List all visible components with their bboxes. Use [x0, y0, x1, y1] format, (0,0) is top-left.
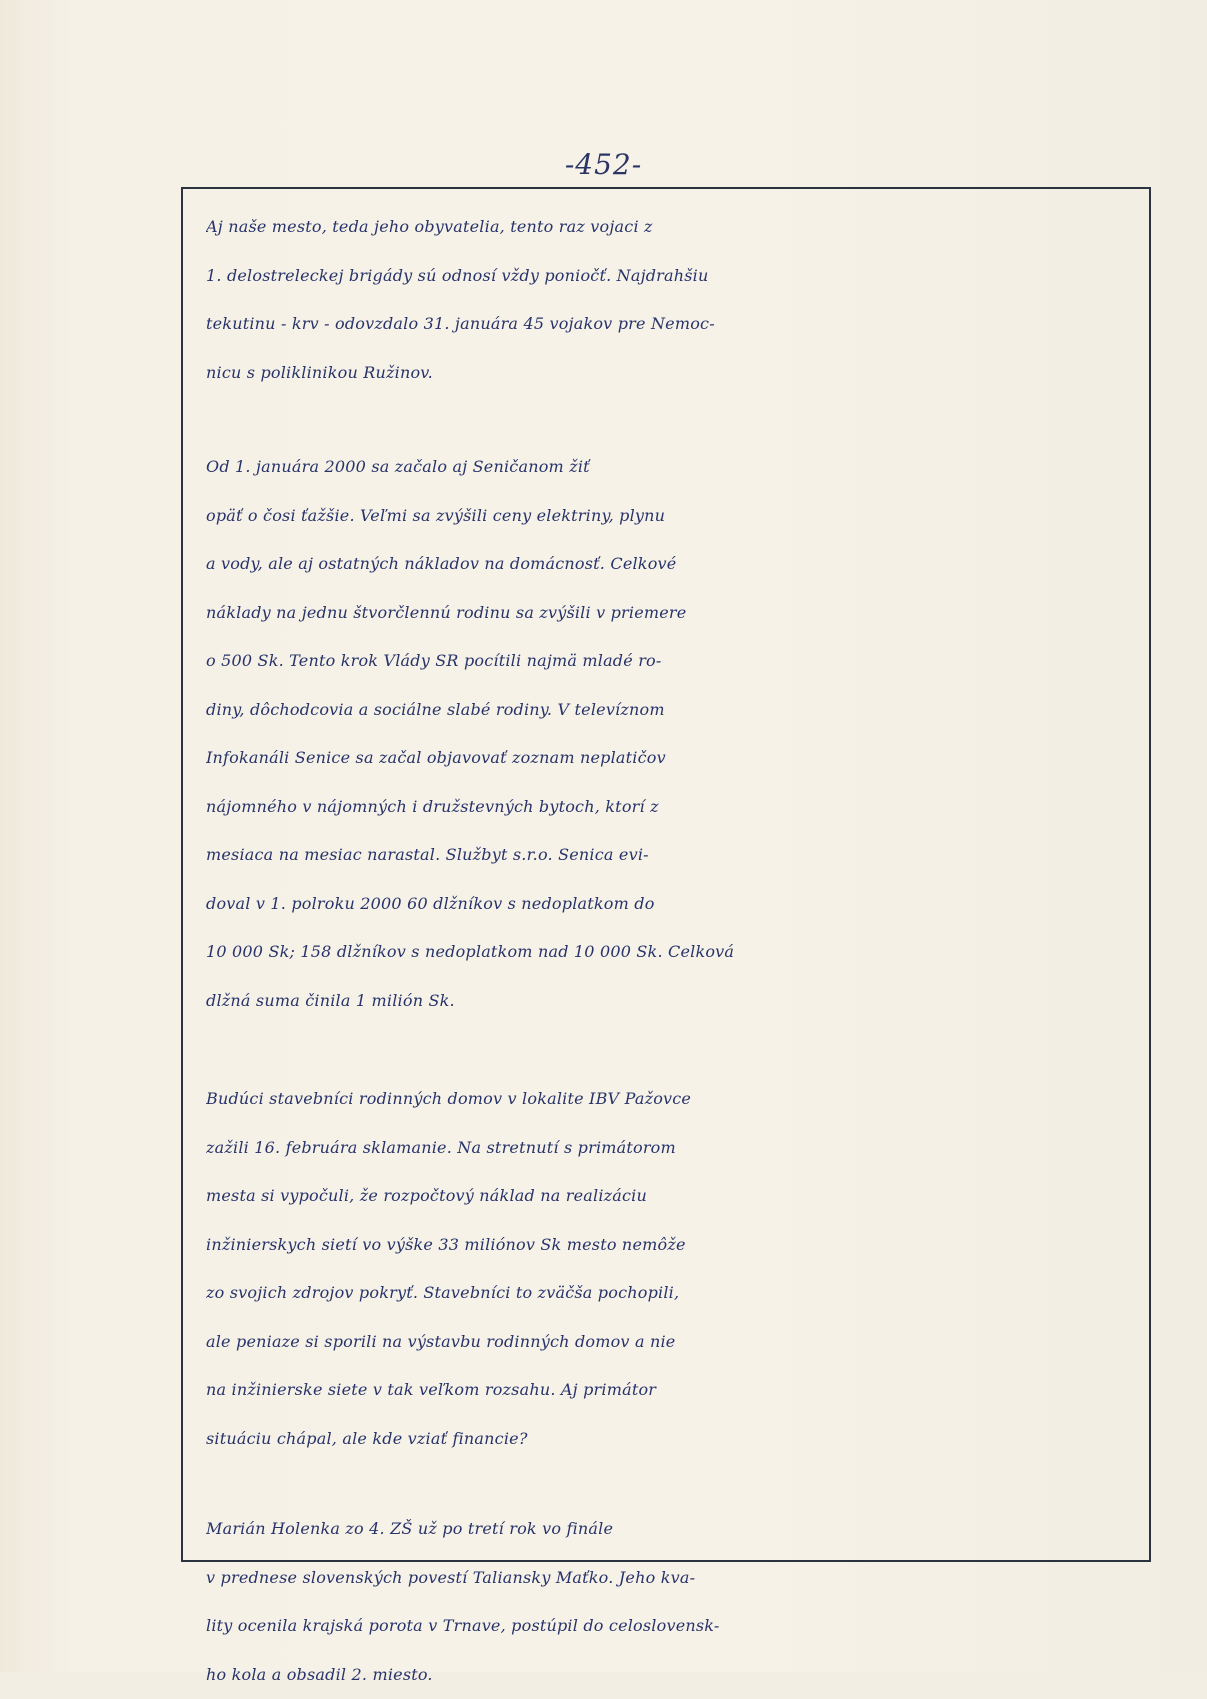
text-line: ho kola a obsadil 2. miesto.	[206, 1651, 1131, 1699]
text-line: Aj naše mesto, teda jeho obyvatelia, tento raz vojaci z	[206, 203, 1131, 252]
text-line: Budúci stavebníci rodinných domov v lokalite IBV Pažovce	[206, 1075, 1131, 1124]
text-line: v prednese slovenských povestí Taliansky Maťko. Jeho kva-	[206, 1554, 1131, 1603]
text-line: nicu s poliklinikou Ružinov.	[206, 349, 1131, 398]
handwritten-text-area	[206, 203, 1131, 1699]
text-line: opäť o čosi ťažšie. Veľmi sa zvýšili ceny elektriny, plynu	[206, 492, 1131, 541]
text-line: diny, dôchodcovia a sociálne slabé rodiny. V televíznom	[206, 686, 1131, 735]
paragraph-blood-donation	[206, 203, 1131, 397]
text-line: situáciu chápal, ale kde vziať financie?	[206, 1415, 1131, 1464]
text-line: mesiaca na mesiac narastal. Službyt s.r.o. Senica evi-	[206, 831, 1131, 880]
text-line: náklady na jednu štvorčlennú rodinu sa zvýšili v priemere	[206, 589, 1131, 638]
paragraph-price-increase	[206, 443, 1131, 1025]
text-line: inžinierskych sietí vo výške 33 miliónov Sk mesto nemôže	[206, 1221, 1131, 1270]
text-line: o 500 Sk. Tento krok Vlády SR pocítili najmä mladé ro-	[206, 637, 1131, 686]
text-line: lity ocenila krajská porota v Trnave, postúpil do celoslovensk-	[206, 1602, 1131, 1651]
text-line: zo svojich zdrojov pokryť. Stavebníci to zväčša pochopili,	[206, 1269, 1131, 1318]
page-number: -452-	[0, 148, 1207, 181]
text-line: a vody, ale aj ostatných nákladov na domácnosť. Celkové	[206, 540, 1131, 589]
text-line: 1. delostreleckej brigády sú odnosí vždy poniočť. Najdrahšiu	[206, 252, 1131, 301]
text-line: na inžinierske siete v tak veľkom rozsahu. Aj primátor	[206, 1366, 1131, 1415]
paragraph-ibv-pazovce	[206, 1075, 1131, 1463]
text-line: mesta si vypočuli, že rozpočtový náklad na realizáciu	[206, 1172, 1131, 1221]
text-line: Marián Holenka zo 4. ZŠ už po tretí rok vo finále	[206, 1505, 1131, 1554]
text-line: 10 000 Sk; 158 dlžníkov s nedoplatkom nad 10 000 Sk. Celková	[206, 928, 1131, 977]
text-line: zažili 16. februára sklamanie. Na stretnutí s primátorom	[206, 1124, 1131, 1173]
text-line: dlžná suma činila 1 milión Sk.	[206, 977, 1131, 1026]
text-line: tekutinu - krv - odovzdalo 31. januára 45 vojakov pre Nemoc-	[206, 300, 1131, 349]
text-line: ale peniaze si sporili na výstavbu rodinných domov a nie	[206, 1318, 1131, 1367]
paragraph-spacer	[206, 1025, 1131, 1075]
text-line: doval v 1. polroku 2000 60 dlžníkov s nedoplatkom do	[206, 880, 1131, 929]
paragraph-spacer	[206, 1463, 1131, 1505]
text-line: Od 1. januára 2000 sa začalo aj Seničanom žiť	[206, 443, 1131, 492]
text-line: nájomného v nájomných i družstevných bytoch, ktorí z	[206, 783, 1131, 832]
paragraph-marian-holenka	[206, 1505, 1131, 1699]
paragraph-spacer	[206, 397, 1131, 443]
text-line: Infokanáli Senice sa začal objavovať zoznam neplatičov	[206, 734, 1131, 783]
